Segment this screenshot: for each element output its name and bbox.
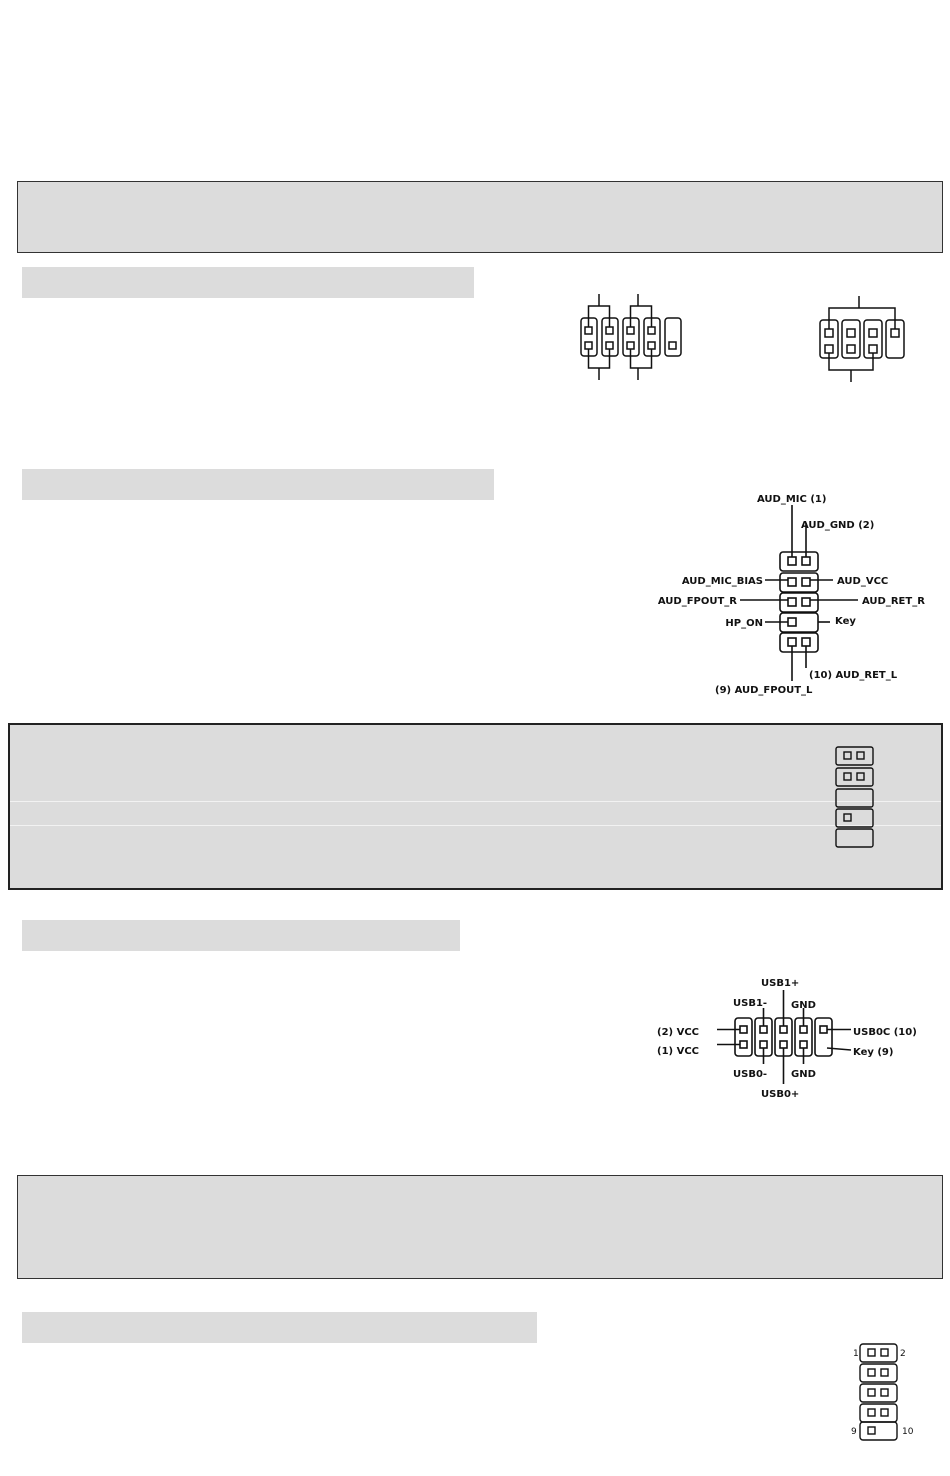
note-connector-diagram	[833, 745, 878, 850]
label-aud-vcc: AUD_VCC	[837, 576, 889, 587]
label-aud-fpout-l: (9) AUD_FPOUT_L	[715, 685, 813, 696]
note-divider	[10, 825, 941, 826]
note-box-2	[8, 723, 943, 890]
jumper-diagram-1	[575, 290, 690, 390]
label-vcc-2: (2) VCC	[657, 1027, 699, 1038]
label-pin-10: 10	[902, 1427, 914, 1437]
note-box-1	[17, 181, 943, 253]
section-heading-bar-1	[22, 267, 474, 298]
label-usb1-minus: USB1-	[733, 998, 768, 1009]
label-aud-fpout-r: AUD_FPOUT_R	[657, 596, 737, 607]
label-aud-mic-bias: AUD_MIC_BIAS	[681, 576, 763, 587]
label-usb0-plus: USB0+	[761, 1089, 800, 1100]
note-box-3	[17, 1175, 943, 1279]
label-aud-ret-l: (10) AUD_RET_L	[809, 670, 898, 681]
label-usb0c: USB0C (10)	[853, 1027, 917, 1038]
section-heading-bar-4	[22, 1312, 537, 1343]
label-usb0-minus: USB0-	[733, 1069, 768, 1080]
audio-header-diagram	[655, 485, 930, 700]
section-heading-bar-3	[22, 920, 460, 951]
label-gnd-bottom: GND	[791, 1069, 816, 1080]
label-pin-2: 2	[900, 1349, 906, 1359]
note-divider	[10, 801, 941, 802]
label-aud-mic: AUD_MIC (1)	[757, 494, 827, 505]
label-usb1-plus: USB1+	[761, 978, 800, 989]
label-hp-on: HP_ON	[725, 618, 763, 629]
label-aud-ret-r: AUD_RET_R	[862, 596, 925, 607]
label-gnd-top: GND	[791, 1000, 816, 1011]
label-key-9: Key (9)	[853, 1047, 894, 1058]
label-aud-gnd: AUD_GND (2)	[801, 520, 875, 531]
section-heading-bar-2	[22, 469, 494, 500]
label-key: Key	[835, 616, 856, 627]
label-vcc-1: (1) VCC	[657, 1046, 699, 1057]
pin-header-diagram	[848, 1342, 918, 1442]
label-pin-1: 1	[853, 1349, 859, 1359]
jumper-diagram-2	[815, 290, 910, 390]
usb-header-diagram	[655, 972, 920, 1102]
label-pin-9: 9	[851, 1427, 857, 1437]
